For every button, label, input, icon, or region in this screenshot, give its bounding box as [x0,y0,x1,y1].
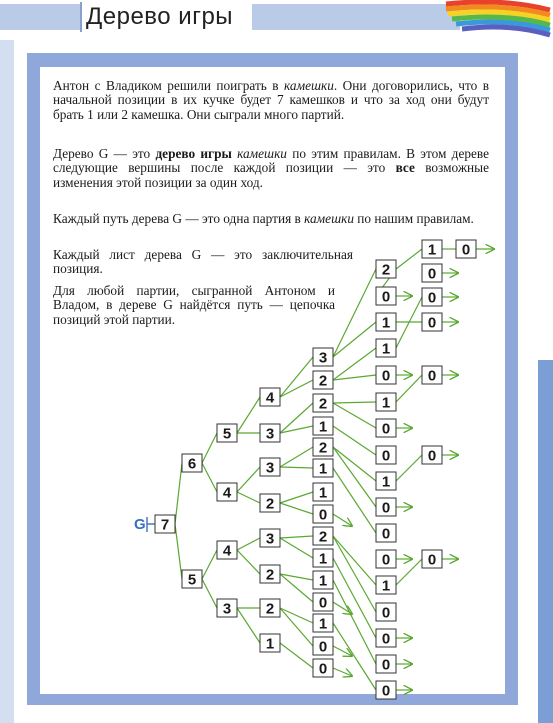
tree-node-value: 5 [187,571,197,589]
tree-edge [237,492,260,503]
tree-node-value: 0 [427,551,437,569]
tree-node-value: 7 [160,516,170,534]
tree-edge [280,357,313,397]
tree-edge [202,463,217,492]
terminal-arrow [333,514,352,526]
tree-node-value: 1 [318,615,328,633]
tree-node [155,515,175,534]
tree-node-value: 2 [318,395,328,413]
tree-node [313,438,333,457]
tree-node [313,394,333,413]
tree-edge [333,322,376,357]
terminal-arrow [333,602,352,614]
tree-node-value: 0 [318,638,328,656]
tree-node [376,313,396,332]
tree-node-value: 0 [427,314,437,332]
tree-node-value: 3 [265,530,275,548]
tree-edge [280,574,313,602]
tree-node-value: 0 [381,420,391,438]
tree-node [313,571,333,590]
tree-node-value: 0 [381,656,391,674]
tree-node [376,287,396,306]
tree-node-value: 2 [265,600,275,618]
paragraph-4: Каждый лист дерева G — это заключительная позиция. [53,247,353,277]
tree-node-value: 2 [381,261,391,279]
tree-node [422,446,442,465]
tree-node [376,498,396,517]
tree-node-value: 2 [265,495,275,513]
tree-edge [237,467,260,492]
tree-node-value: 0 [381,288,391,306]
tree-node [260,388,280,407]
tree-node-value: 0 [427,289,437,307]
tree-node-value: 3 [265,425,275,443]
tree-node [422,366,442,385]
page-title: Дерево игры [86,3,234,30]
tree-edge [333,426,376,455]
tree-node-value: 0 [381,630,391,648]
tree-node-value: 3 [222,600,232,618]
tree-edge [280,403,313,433]
tree-edge [280,492,313,503]
tree-node [376,260,396,279]
tree-node [456,240,476,259]
tree-edge [202,433,217,463]
tree-node-value: 0 [381,499,391,517]
tree-node [313,417,333,436]
tree-edge [280,447,313,467]
tree-edge [237,397,260,433]
tree-node [313,614,333,633]
tree-node-value: 1 [318,418,328,436]
tree-edge [280,574,313,580]
tree-edge [237,608,260,643]
tree-edge [280,380,313,397]
tree-node [260,599,280,618]
tree-node [217,424,237,443]
tree-node [376,603,396,622]
tree-node-value: 3 [265,459,275,477]
tree-node-value: 1 [265,635,275,653]
tree-node-value: 6 [187,455,197,473]
tree-node-value: 0 [381,367,391,385]
tree-node-value: 0 [381,525,391,543]
tree-edge [202,579,217,608]
tree-node-value: 4 [222,542,232,560]
tree-edge [280,467,313,468]
tree-root-label: G [134,516,146,533]
tree-edge [333,403,376,428]
tree-node-value: 1 [427,241,437,259]
tree-edge [280,503,313,514]
tree-node [313,593,333,612]
tree-node [217,483,237,502]
tree-node [260,458,280,477]
tree-edge [333,558,376,638]
tree-node-value: 2 [265,566,275,584]
tree-edge [396,455,422,481]
tree-node-value: 2 [318,439,328,457]
tree-node-value: 1 [318,484,328,502]
tree-node [313,505,333,524]
tree-node [376,629,396,648]
tree-node-value: 0 [381,682,391,700]
tree-node-value: 4 [222,484,232,502]
tree-node-value: 1 [381,473,391,491]
tree-node [313,659,333,678]
tree-node [260,424,280,443]
tree-node-value: 0 [427,265,437,283]
paragraph-2: Дерево G — это дерево игры камешки по этим правилам. В этом дереве следующие вершины после каждой позиции — это все возможные изменения этой позиции за один ход. [53,146,490,190]
tree-node [313,483,333,502]
tree-node-value: 0 [318,594,328,612]
tree-node [260,529,280,548]
tree-node [422,550,442,569]
tree-node [376,472,396,491]
tree-node-value: 3 [318,349,328,367]
paragraph-3: Каждый путь дерева G — это одна партия в камешки по нашим правилам. [53,211,474,226]
tree-edge [202,550,217,579]
tree-node-value: 0 [427,367,437,385]
tree-node [376,550,396,569]
tree-node [260,565,280,584]
tree-node [422,288,442,307]
tree-node-value: 1 [381,394,391,412]
paragraph-5: Для любой партии, сыгранной Антоном и Владом, в дереве G найдётся путь — цепочка позиций этой партии. [53,283,335,327]
tree-node [376,366,396,385]
tree-edge [237,550,260,574]
tree-node-value: 0 [427,447,437,465]
tree-node [422,240,442,259]
tree-node [313,637,333,656]
tree-edge [280,643,313,668]
tree-node-value: 0 [381,604,391,622]
terminal-arrow [333,668,352,676]
tree-edge [333,580,376,664]
tree-node-value: 4 [265,389,275,407]
tree-edge [237,538,260,550]
tree-node-value: 0 [381,551,391,569]
tree-node [182,570,202,589]
tree-node [376,419,396,438]
tree-node-value: 0 [318,506,328,524]
tree-edge [333,536,376,585]
tree-node [376,524,396,543]
tree-node-value: 0 [461,241,471,259]
tree-node [260,494,280,513]
tree-node [313,459,333,478]
tree-node-value: 1 [318,550,328,568]
tree-edge [175,524,182,579]
tree-node [376,576,396,595]
tree-node-value: 0 [381,447,391,465]
tree-node [376,681,396,700]
tree-node-value: 1 [381,577,391,595]
tree-node [376,339,396,358]
tree-node [217,541,237,560]
tree-node [260,634,280,653]
tree-edge [396,375,422,402]
tree-node [313,348,333,367]
tree-node [313,527,333,546]
tree-node [313,371,333,390]
tree-edge [280,538,313,558]
tree-node-value: 2 [318,372,328,390]
tree-node [376,446,396,465]
tree-node [313,549,333,568]
paragraph-1: Антон с Владиком решили поиграть в камешки. Они договорились, что в начальной позиции в их кучке будет 7 камешков и что за ход они будут брать 1 или 2 камешка. Они сыграли много партий. [53,78,489,122]
tree-node [182,454,202,473]
tree-node-value: 5 [222,425,232,443]
tree-node-value: 1 [318,460,328,478]
tree-edge [396,559,422,585]
tree-edge [396,249,422,269]
tree-node [376,655,396,674]
tree-node [376,393,396,412]
tree-edge [280,536,313,538]
tree-node-value: 1 [318,572,328,590]
tree-edge [333,269,376,357]
tree-node [422,313,442,332]
tree-edge [175,463,182,524]
tree-node [217,599,237,618]
tree-node-value: 1 [381,340,391,358]
tree-edge [333,536,376,612]
tree-edge [280,426,313,433]
tree-edge [333,623,376,690]
tree-edge [280,608,313,623]
tree-edge [280,608,313,646]
tree-node-value: 2 [318,528,328,546]
tree-edge [333,402,376,403]
tree-node-value: 0 [318,660,328,678]
tree-edge [333,447,376,481]
tree-node [422,264,442,283]
tree-node-value: 1 [381,314,391,332]
